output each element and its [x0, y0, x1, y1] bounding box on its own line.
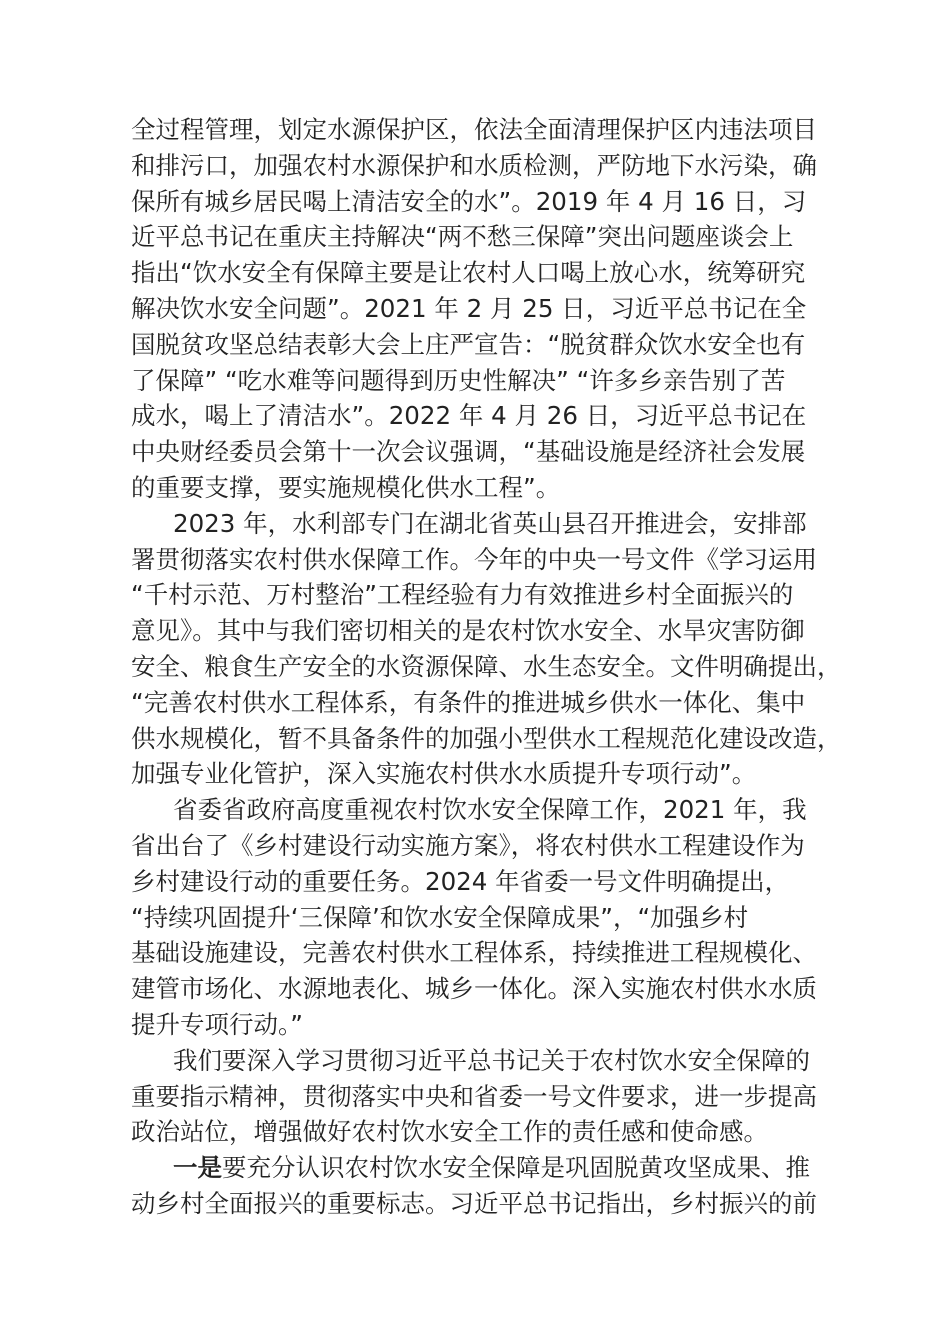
text-line: 我们要深入学习贯彻习近平总书记关于农村饮水安全保障的	[173, 1045, 810, 1075]
text-line: 省出台了《乡村建设行动实施方案》，将农村供水工程建设作为	[131, 830, 805, 860]
text-line: 了保障” “吃水难等问题得到历史性解决” “许多乡亲告别了苦	[131, 365, 786, 395]
text-line: 署贯彻落实农村供水保障工作。今年的中央一号文件《学习运用	[131, 544, 817, 574]
text-line: 中央财经委员会第十一次会议强调，“基础设施是经济社会发展	[131, 437, 806, 467]
text-line: 重要指示精神，贯彻落实中央和省委一号文件要求，进一步提高	[131, 1081, 817, 1111]
text-line: 成水，喝上了清洁水”。2022 年 4 月 26 日，习近平总书记在	[131, 401, 807, 431]
text-line: 动乡村全面报兴的重要标志。习近平总书记指出，乡村振兴的前	[131, 1188, 817, 1218]
text-line: 加强专业化管护，深入实施农村供水水质提升专项行动”。	[131, 759, 757, 789]
text-line: 政治站位，增强做好农村饮水安全工作的责任感和使命感。	[131, 1117, 768, 1147]
text-run: 要充分认识农村饮水安全保障是巩固脱黄攻坚成果、推	[222, 1153, 810, 1183]
text-line: 基础设施建设，完善农村供水工程体系，持续推进工程规模化、	[131, 938, 817, 968]
text-line: 近平总书记在重庆主持解决“两不愁三保障”突出问题座谈会上	[131, 222, 794, 252]
text-line: 解决饮水安全问题”。2021 年 2 月 25 日，习近平总书记在全	[131, 293, 807, 323]
text-line: 意见》。其中与我们密切相关的是农村饮水安全、水旱灾害防御	[131, 616, 805, 646]
text-line: 乡村建设行动的重要任务。2024 年省委一号文件明确提出，	[131, 866, 790, 896]
text-line: “千村示范、万村整治”工程经验有力有效推进乡村全面振兴的	[131, 580, 794, 610]
text-line: 保所有城乡居民喝上清洁安全的水”。2019 年 4 月 16 日，习	[131, 186, 807, 216]
text-line: 安全、粮食生产安全的水资源保障、水生态安全。文件明确提出，	[131, 651, 842, 681]
text-line: 的重要支撑，要实施规模化供水工程”。	[131, 472, 561, 502]
text-line: 全过程管理，划定水源保护区，依法全面清理保护区内违法项目	[131, 115, 817, 144]
text-line: 指出“饮水安全有保障主要是让农村人口喝上放心水，统筹研究	[131, 258, 806, 288]
text-line: “持续巩固提升‘三保障’和饮水安全保障成果”，“加强乡村	[131, 902, 749, 932]
body-text	[131, 112, 861, 1222]
text-line	[131, 1150, 861, 1186]
text-line: “完善农村供水工程体系，有条件的推进城乡供水一体化、集中	[131, 687, 806, 717]
text-line: 供水规模化，暂不具备条件的加强小型供水工程规范化建设改造，	[131, 723, 842, 753]
text-line: 2023 年，水利部专门在湖北省英山县召开推进会，安排部	[173, 508, 807, 538]
bold-lead: 一是	[173, 1153, 222, 1183]
text-line: 提升专项行动。”	[131, 1009, 303, 1039]
text-line: 建管市场化、水源地表化、城乡一体化。深入实施农村供水水质	[131, 974, 817, 1004]
text-line: 和排污口，加强农村水源保护和水质检测，严防地下水污染，确	[131, 150, 817, 180]
text-line: 国脱贫攻坚总结表彰大会上庄严宣告：“脱贫群众饮水安全也有	[131, 329, 806, 359]
text-line: 省委省政府高度重视农村饮水安全保障工作，2021 年，我	[173, 795, 807, 825]
